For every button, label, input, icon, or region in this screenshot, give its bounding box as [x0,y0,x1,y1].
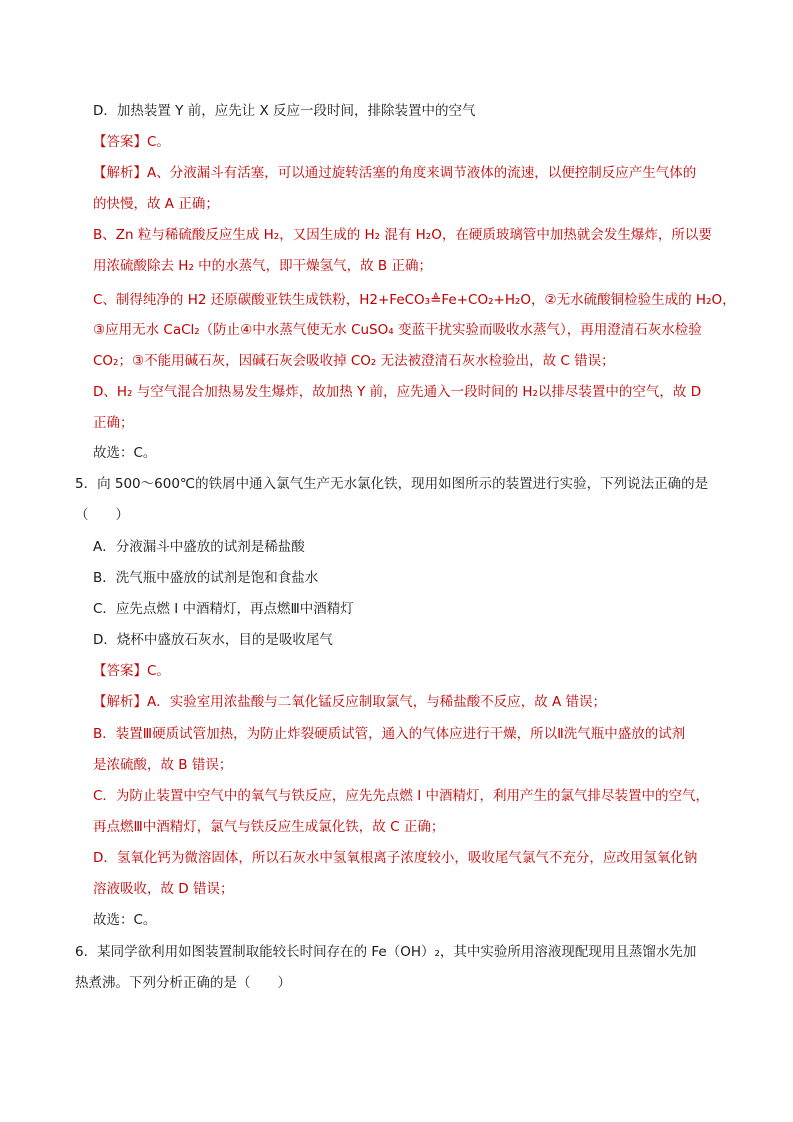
q4-analysis-line: 的快慢，故 A 正确； [93,196,219,212]
q4-analysis-line: C、制得纯净的 H2 还原碳酸亚铁生成铁粉，H2+FeCO₃≜Fe+CO₂+H₂O，②无水硫酸铜检验生成的 H₂O， [93,292,736,308]
q5-analysis-line: 再点燃Ⅲ中酒精灯，氯气与铁反应生成氯化铁，故 C 正确； [93,819,445,835]
q5-option: D．烧杯中盛放石灰水，目的是吸收尾气 [93,632,333,648]
q5-option: A．分液漏斗中盛放的试剂是稀盐酸 [93,539,305,555]
q5-option: C．应先点燃 I 中酒精灯，再点燃Ⅲ中酒精灯 [93,601,354,617]
q5-stem: 5．向 500～600℃的铁屑中通入氯气生产无水氯化铁，现用如图所示的装置进行实验，下列说法正确的是 [75,476,709,492]
q5-stem-blank: （ ） [75,507,129,523]
q5-analysis-line: B．装置Ⅲ硬质试管加热，为防止炸裂硬质试管，通入的气体应进行干燥，所以Ⅱ洗气瓶中盛放的试剂 [93,726,686,742]
q5-answer: 【答案】C。 [93,663,170,679]
q4-analysis-line: D、H₂ 与空气混合加热易发生爆炸，故加热 Y 前，应先通入一段时间的 H₂以排尽装置中的空气，故 D [93,384,702,400]
q5-option: B．洗气瓶中盛放的试剂是饱和食盐水 [93,570,319,586]
q4-analysis-line: 正确； [93,415,134,431]
q4-answer: 【答案】C。 [93,134,170,150]
q5-analysis-line: 是浓硫酸，故 B 错误； [93,757,233,773]
q5-analysis-line: C．为防止装置中空气中的氧气与铁反应，应先先点燃 I 中酒精灯，利用产生的氯气排尽装置中的空气， [93,788,709,804]
q5-choice: 故选：C。 [93,912,157,928]
q5-analysis-line: 溶液吸收，故 D 错误； [93,881,234,897]
q4-analysis-line: ③应用无水 CaCl₂（防止④中水蒸气使无水 CuSO₄ 变蓝干扰实验而吸收水蒸气），再用澄清石灰水检验 [93,322,702,338]
q4-analysis-line: 【解析】A、分液漏斗有活塞，可以通过旋转活塞的角度来调节液体的流速，以便控制反应产生气体的 [93,165,697,181]
q4-analysis-line: 用浓硫酸除去 H₂ 中的水蒸气，即干燥氢气，故 B 正确； [93,258,432,274]
q6-stem: 6．某同学欲利用如图装置制取能较长时间存在的 Fe（OH）₂，其中实验所用溶液现配现用且蒸馏水先加 [75,944,697,960]
q6-stem-cont: 热煮沸。下列分析正确的是（ ） [75,975,291,991]
q4-analysis-line: CO₂；③不能用碱石灰，因碱石灰会吸收掉 CO₂ 无法被澄清石灰水检验出，故 C 错误； [93,353,615,369]
q5-analysis-line: D．氢氧化钙为微溶固体，所以石灰水中氢氧根离子浓度较小，吸收尾气氯气不充分，应改用氢氧化钠 [93,850,698,866]
q4-option-d: D．加热装置 Y 前，应先让 X 反应一段时间，排除装置中的空气 [93,103,476,119]
q4-choice: 故选：C。 [93,445,157,461]
q5-analysis-line: 【解析】A．实验室用浓盐酸与二氧化锰反应制取氯气，与稀盐酸不反应，故 A 错误； [93,694,607,710]
q4-analysis-line: B、Zn 粒与稀硫酸反应生成 H₂，又因生成的 H₂ 混有 H₂O，在硬质玻璃管中加热就会发生爆炸，所以要 [93,227,712,243]
